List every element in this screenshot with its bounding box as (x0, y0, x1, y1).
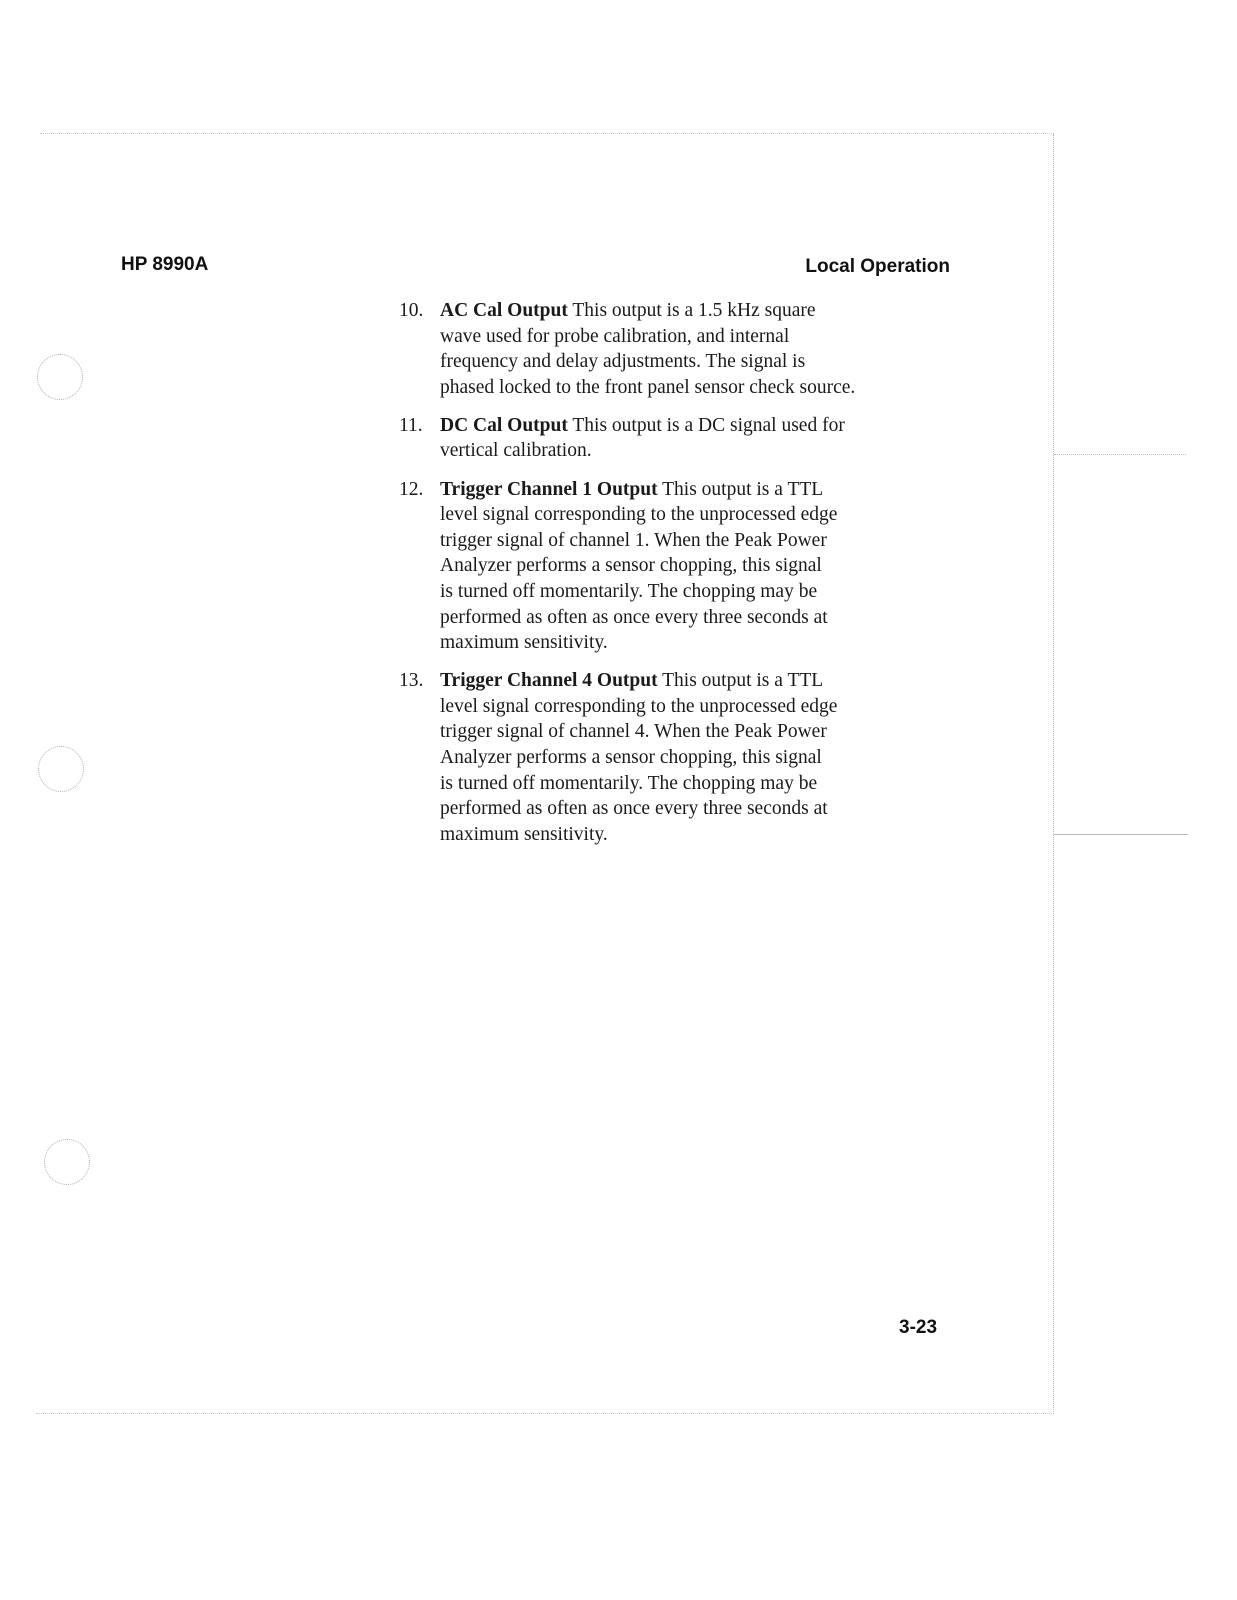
binder-hole (44, 1139, 90, 1185)
item-text-line: is turned off momentarily. The chopping may be (440, 580, 818, 602)
item-title: DC Cal Output (440, 414, 568, 436)
item-title: AC Cal Output (440, 300, 568, 321)
item-text-line: wave used for probe calibration, and internal (440, 325, 790, 347)
binder-hole (37, 354, 83, 400)
item-text-line: trigger signal of channel 4. When the Peak Power (440, 721, 827, 743)
page-number: 3-23 (899, 1317, 938, 1338)
item-text-line: Analyzer performs a sensor chopping, this signal (440, 747, 822, 768)
item-text-line: trigger signal of channel 1. When the Peak Power (440, 529, 827, 551)
item-number: 10. (399, 300, 424, 321)
binder-hole (38, 746, 84, 792)
item-text-line: performed as often as once every three seconds at (440, 798, 828, 820)
list-item (399, 477, 959, 656)
running-header-model: HP 8990A (121, 254, 209, 275)
item-text-line: Analyzer performs a sensor chopping, this signal (440, 555, 822, 577)
list-item (399, 298, 959, 400)
list-item (399, 668, 959, 847)
item-number: 13. (399, 670, 424, 692)
item-text-line: maximum sensitivity. (440, 632, 608, 654)
item-text-line: level signal corresponding to the unprocessed edge (440, 504, 838, 526)
page-edge-top (40, 133, 1054, 134)
item-text-line: This output is a 1.5 kHz square (567, 300, 816, 321)
item-text-line: phased locked to the front panel sensor check source. (440, 376, 856, 398)
tab-divider-line (1054, 834, 1188, 835)
item-title: Trigger Channel 4 Output (440, 670, 658, 692)
item-text-line: level signal corresponding to the unprocessed edge (440, 695, 838, 717)
item-text-line: This output is a DC signal used for (567, 414, 845, 436)
item-text-line: maximum sensitivity. (440, 823, 608, 845)
item-text-line: vertical calibration. (440, 440, 592, 462)
item-text-line: This output is a TTL (657, 670, 824, 692)
page-edge-right (1053, 134, 1054, 1414)
running-header-section: Local Operation (805, 256, 950, 277)
item-number: 11. (399, 414, 423, 436)
page-edge-bottom (36, 1413, 1054, 1414)
item-title: Trigger Channel 1 Output (440, 478, 658, 500)
tab-divider-line (1054, 454, 1186, 455)
item-text-line: This output is a TTL (657, 478, 824, 500)
output-descriptions-list (399, 298, 959, 860)
list-item (399, 413, 959, 464)
item-number: 12. (399, 478, 424, 500)
item-text-line: is turned off momentarily. The chopping may be (440, 772, 818, 794)
item-text-line: performed as often as once every three seconds at (440, 606, 828, 628)
item-text-line: frequency and delay adjustments. The signal is (440, 351, 806, 373)
